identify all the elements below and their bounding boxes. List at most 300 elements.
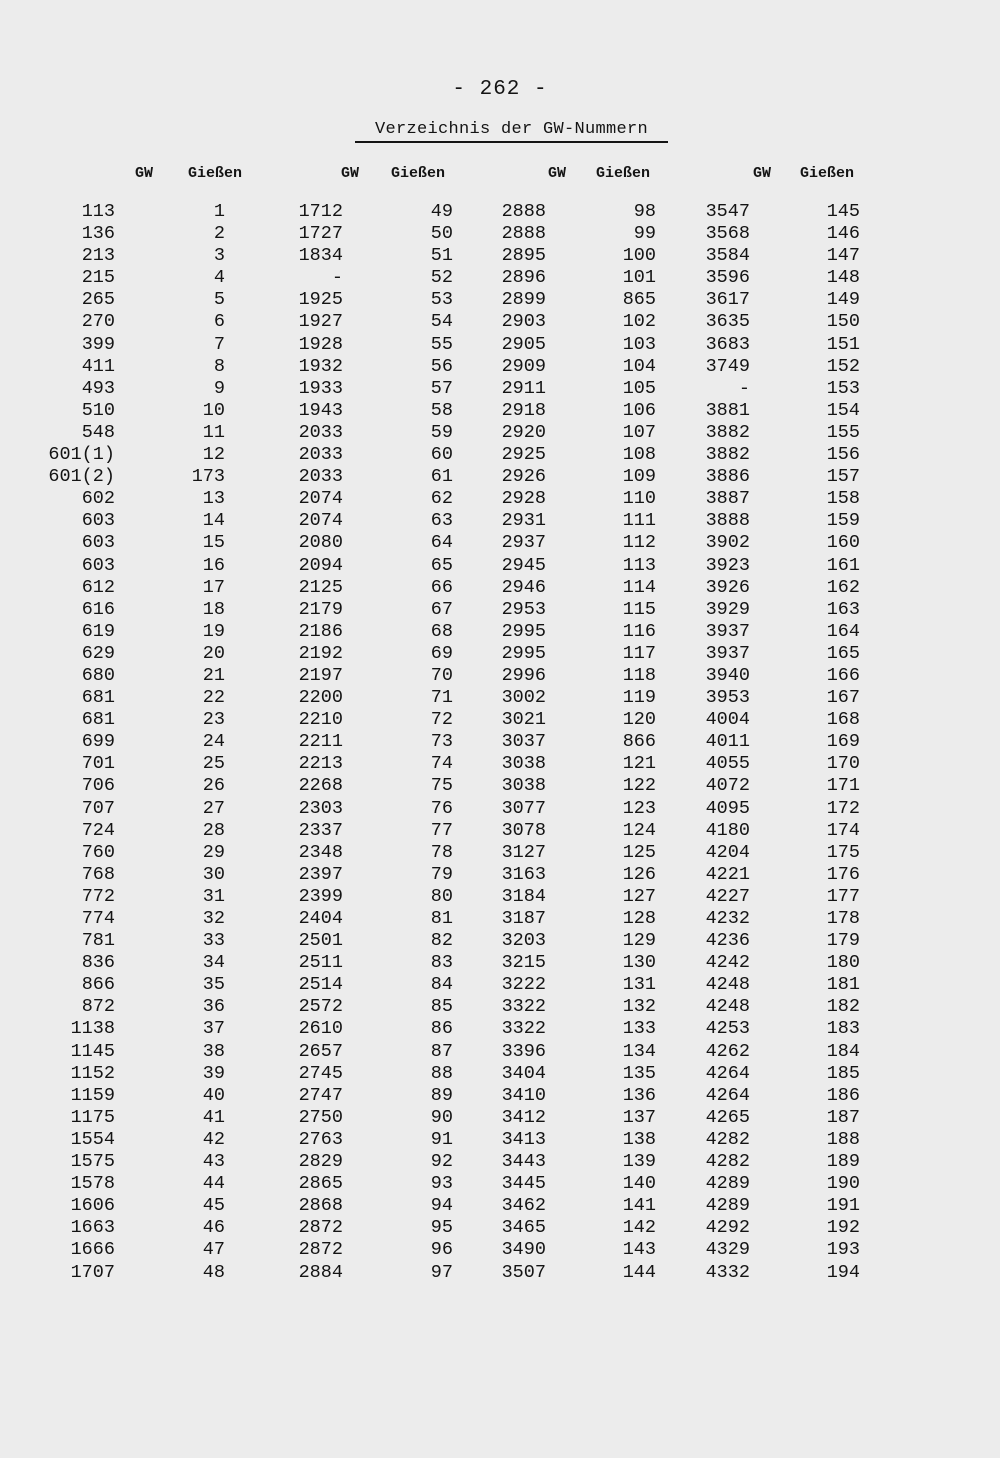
table-row <box>25 245 225 267</box>
table-row <box>660 842 860 864</box>
table-row <box>660 908 860 930</box>
gw-number: 872 <box>81 996 115 1018</box>
gw-number: 2192 <box>298 642 343 664</box>
gw-number: 3882 <box>705 444 750 466</box>
table-row <box>660 555 860 577</box>
table-row <box>660 1262 860 1284</box>
giessen-number: 104 <box>622 355 656 377</box>
table-row <box>25 1217 225 1239</box>
giessen-number: 65 <box>430 554 453 576</box>
giessen-number: 151 <box>826 333 860 355</box>
gw-number: 2750 <box>298 1106 343 1128</box>
table-row <box>253 709 453 731</box>
gw-number: 2200 <box>298 687 343 709</box>
gw-number: 2033 <box>298 444 343 466</box>
table-row <box>456 577 656 599</box>
gw-number: 760 <box>81 841 115 863</box>
table-row <box>660 1085 860 1107</box>
table-row <box>456 1195 656 1217</box>
gw-number: 2905 <box>501 333 546 355</box>
table-row <box>660 532 860 554</box>
table-row <box>456 930 656 952</box>
giessen-number: 9 <box>213 377 225 399</box>
gw-number: 2925 <box>501 444 546 466</box>
giessen-number: 134 <box>622 1040 656 1062</box>
gw-number: 2747 <box>298 1084 343 1106</box>
table-row <box>253 665 453 687</box>
giessen-number: 125 <box>622 841 656 863</box>
gw-number: 3940 <box>705 664 750 686</box>
gw-number: 1943 <box>298 399 343 421</box>
gw-number: 2511 <box>298 952 343 974</box>
giessen-number: 182 <box>826 996 860 1018</box>
table-row <box>660 1107 860 1129</box>
gw-number: 3037 <box>501 731 546 753</box>
giessen-number: 113 <box>622 554 656 576</box>
giessen-number: 31 <box>202 885 225 907</box>
giessen-number: 76 <box>430 797 453 819</box>
gw-number: 2888 <box>501 201 546 222</box>
table-row <box>25 798 225 820</box>
gw-number: 1606 <box>70 1195 115 1217</box>
page-title: Verzeichnis der GW-Nummern <box>355 120 668 143</box>
gw-number: 706 <box>81 775 115 797</box>
giessen-number: 90 <box>430 1106 453 1128</box>
giessen-number: 162 <box>826 576 860 598</box>
gw-number: 3929 <box>705 598 750 620</box>
gw-number: 4248 <box>705 996 750 1018</box>
giessen-number: 62 <box>430 488 453 510</box>
gw-number: 4282 <box>705 1128 750 1150</box>
giessen-number: 64 <box>430 532 453 554</box>
table-row <box>456 1217 656 1239</box>
gw-number: 3404 <box>501 1062 546 1084</box>
gw-number: 2033 <box>298 466 343 488</box>
gw-number: 1138 <box>70 1018 115 1040</box>
table-row <box>660 289 860 311</box>
table-row <box>660 775 860 797</box>
giessen-number: 115 <box>622 598 656 620</box>
row-list <box>253 201 453 1284</box>
giessen-number: 181 <box>826 974 860 996</box>
table-row <box>660 488 860 510</box>
gw-number: 213 <box>81 245 115 267</box>
table-row <box>253 1239 453 1261</box>
giessen-number: 43 <box>202 1151 225 1173</box>
giessen-number: 158 <box>826 488 860 510</box>
table-row <box>456 775 656 797</box>
table-row <box>25 974 225 996</box>
giessen-number: 93 <box>430 1173 453 1195</box>
giessen-number: 146 <box>826 223 860 245</box>
table-row <box>253 1107 453 1129</box>
gw-number: 270 <box>81 311 115 333</box>
column-header <box>253 165 453 189</box>
giessen-number: 79 <box>430 863 453 885</box>
giessen-number: 78 <box>430 841 453 863</box>
giessen-number: 102 <box>622 311 656 333</box>
column-group-2 <box>253 165 453 1284</box>
gw-number: 4227 <box>705 885 750 907</box>
table-row <box>253 731 453 753</box>
table-row <box>25 930 225 952</box>
table-row <box>660 400 860 422</box>
table-row <box>25 842 225 864</box>
table-row <box>456 908 656 930</box>
giessen-number: 23 <box>202 709 225 731</box>
table-row <box>25 952 225 974</box>
giessen-number: 44 <box>202 1173 225 1195</box>
table-row <box>25 466 225 488</box>
gw-number: 2829 <box>298 1151 343 1173</box>
giessen-number: 53 <box>430 289 453 311</box>
column-header <box>660 165 860 189</box>
giessen-number: 176 <box>826 863 860 885</box>
gw-number: 3078 <box>501 819 546 841</box>
gw-number: 2868 <box>298 1195 343 1217</box>
gw-number: 3937 <box>705 642 750 664</box>
gw-number: 2895 <box>501 245 546 267</box>
gw-number: 399 <box>81 333 115 355</box>
gw-number: 724 <box>81 819 115 841</box>
table-row <box>25 1085 225 1107</box>
gw-number: 603 <box>81 554 115 576</box>
gw-number: 680 <box>81 664 115 686</box>
table-row <box>456 1041 656 1063</box>
giessen-number: 124 <box>622 819 656 841</box>
table-row <box>660 1173 860 1195</box>
gw-number: 2501 <box>298 930 343 952</box>
table-row <box>660 1151 860 1173</box>
giessen-number: 101 <box>622 267 656 289</box>
table-row <box>253 952 453 974</box>
gw-number: 2931 <box>501 510 546 532</box>
table-row <box>253 510 453 532</box>
table-row <box>253 908 453 930</box>
row-list <box>456 201 656 1284</box>
giessen-number: 69 <box>430 642 453 664</box>
gw-number: 707 <box>81 797 115 819</box>
table-row <box>25 643 225 665</box>
gw-number: 1834 <box>298 245 343 267</box>
table-row <box>456 621 656 643</box>
gw-number: 3547 <box>705 201 750 222</box>
table-row <box>660 621 860 643</box>
giessen-number: 178 <box>826 908 860 929</box>
table-row <box>660 886 860 908</box>
table-row <box>456 952 656 974</box>
table-row <box>456 1239 656 1261</box>
giessen-number: 180 <box>826 952 860 974</box>
giessen-number: 121 <box>622 753 656 775</box>
gw-number: 4072 <box>705 775 750 797</box>
giessen-number: 67 <box>430 598 453 620</box>
giessen-number: 136 <box>622 1084 656 1106</box>
giessen-number: 97 <box>430 1261 453 1283</box>
giessen-number: 183 <box>826 1018 860 1040</box>
table-row <box>25 223 225 245</box>
table-row <box>253 400 453 422</box>
gw-number: 681 <box>81 687 115 709</box>
gw-number: 3953 <box>705 687 750 709</box>
gw-number: 2918 <box>501 399 546 421</box>
giessen-number: 117 <box>622 642 656 664</box>
giessen-number: 107 <box>622 421 656 443</box>
giessen-number: 39 <box>202 1062 225 1084</box>
giessen-number: 26 <box>202 775 225 797</box>
gw-number: 3021 <box>501 709 546 731</box>
gw-number: 1175 <box>70 1106 115 1128</box>
table-row <box>253 643 453 665</box>
table-row <box>456 532 656 554</box>
giessen-number: 16 <box>202 554 225 576</box>
giessen-number: 57 <box>430 377 453 399</box>
gw-number: 4329 <box>705 1239 750 1261</box>
table-row <box>660 731 860 753</box>
giessen-number: 48 <box>202 1261 225 1283</box>
table-row <box>660 334 860 356</box>
gw-number: 1159 <box>70 1084 115 1106</box>
gw-number: 3443 <box>501 1151 546 1173</box>
table-row <box>25 908 225 930</box>
gw-number: 2348 <box>298 841 343 863</box>
gw-number: 2888 <box>501 223 546 245</box>
gw-number: 4253 <box>705 1018 750 1040</box>
giessen-number: 15 <box>202 532 225 554</box>
gw-number: 602 <box>81 488 115 510</box>
gw-number: 1707 <box>70 1261 115 1283</box>
giessen-number: 89 <box>430 1084 453 1106</box>
gw-number: 1575 <box>70 1151 115 1173</box>
gw-number: 616 <box>81 598 115 620</box>
gw-number: 1928 <box>298 333 343 355</box>
gw-number: 603 <box>81 532 115 554</box>
table-row <box>25 444 225 466</box>
table-row <box>456 1151 656 1173</box>
giessen-number: 159 <box>826 510 860 532</box>
header-giessen: Gießen <box>596 165 651 182</box>
gw-number: 4265 <box>705 1106 750 1128</box>
gw-number: 4262 <box>705 1040 750 1062</box>
giessen-number: 45 <box>202 1195 225 1217</box>
giessen-number: 177 <box>826 885 860 907</box>
table-row <box>25 378 225 400</box>
gw-number: 2911 <box>501 377 546 399</box>
giessen-number: 167 <box>826 687 860 709</box>
table-row <box>253 1041 453 1063</box>
table-row <box>25 665 225 687</box>
giessen-number: 38 <box>202 1040 225 1062</box>
gw-number: 3926 <box>705 576 750 598</box>
table-row <box>660 864 860 886</box>
giessen-number: 19 <box>202 620 225 642</box>
giessen-number: 169 <box>826 731 860 753</box>
table-row <box>660 356 860 378</box>
giessen-number: 105 <box>622 377 656 399</box>
gw-number: 3445 <box>501 1173 546 1195</box>
gw-number: 3490 <box>501 1239 546 1261</box>
table-row <box>253 974 453 996</box>
gw-number: 4282 <box>705 1151 750 1173</box>
column-group-4 <box>660 165 860 1284</box>
giessen-number: 70 <box>430 664 453 686</box>
table-row <box>456 886 656 908</box>
gw-number: 4289 <box>705 1195 750 1217</box>
gw-number: 1145 <box>70 1040 115 1062</box>
row-list <box>25 201 225 1284</box>
table-row <box>456 267 656 289</box>
giessen-number: 24 <box>202 731 225 753</box>
table-row <box>253 753 453 775</box>
giessen-number: 186 <box>826 1084 860 1106</box>
table-row <box>456 289 656 311</box>
gw-number: 699 <box>81 731 115 753</box>
table-row <box>660 1195 860 1217</box>
table-row <box>456 1063 656 1085</box>
gw-number: 2074 <box>298 510 343 532</box>
header-gw: GW <box>548 165 567 182</box>
table-row <box>456 798 656 820</box>
giessen-number: 47 <box>202 1239 225 1261</box>
table-row <box>456 1173 656 1195</box>
giessen-number: 5 <box>213 289 225 311</box>
giessen-number: 87 <box>430 1040 453 1062</box>
table-row <box>25 731 225 753</box>
giessen-number: 75 <box>430 775 453 797</box>
giessen-number: 140 <box>622 1173 656 1195</box>
gw-number: 4264 <box>705 1062 750 1084</box>
giessen-number: 188 <box>826 1128 860 1150</box>
gw-number: - <box>738 377 750 399</box>
gw-number: 4232 <box>705 908 750 929</box>
giessen-number: 13 <box>202 488 225 510</box>
gw-number: 866 <box>81 974 115 996</box>
giessen-number: 96 <box>430 1239 453 1261</box>
giessen-number: 110 <box>622 488 656 510</box>
table-row <box>253 820 453 842</box>
giessen-number: 130 <box>622 952 656 974</box>
giessen-number: 154 <box>826 399 860 421</box>
gw-number: 603 <box>81 510 115 532</box>
table-row <box>456 400 656 422</box>
table-row <box>456 223 656 245</box>
gw-number: 3215 <box>501 952 546 974</box>
gw-number: 2397 <box>298 863 343 885</box>
table-row <box>25 267 225 289</box>
table-row <box>25 532 225 554</box>
giessen-number: 190 <box>826 1173 860 1195</box>
gw-number: 4289 <box>705 1173 750 1195</box>
gw-number: 3749 <box>705 355 750 377</box>
table-row <box>660 1239 860 1261</box>
table-row <box>660 974 860 996</box>
giessen-number: 112 <box>622 532 656 554</box>
table-row <box>25 996 225 1018</box>
giessen-number: 165 <box>826 642 860 664</box>
table-row <box>253 798 453 820</box>
giessen-number: 52 <box>430 267 453 289</box>
table-row <box>660 267 860 289</box>
table-row <box>660 1041 860 1063</box>
gw-number: 836 <box>81 952 115 974</box>
table-row <box>660 798 860 820</box>
table-row <box>253 466 453 488</box>
gw-number: 2937 <box>501 532 546 554</box>
giessen-number: 50 <box>430 223 453 245</box>
table-row <box>456 378 656 400</box>
table-row <box>456 864 656 886</box>
gw-number: 2125 <box>298 576 343 598</box>
giessen-number: 187 <box>826 1106 860 1128</box>
table-row <box>456 510 656 532</box>
gw-number: 3888 <box>705 510 750 532</box>
table-row <box>25 1173 225 1195</box>
header-gw: GW <box>135 165 154 182</box>
giessen-number: 143 <box>622 1239 656 1261</box>
gw-number: 510 <box>81 399 115 421</box>
giessen-number: 133 <box>622 1018 656 1040</box>
gw-number: 3413 <box>501 1128 546 1150</box>
gw-number: 136 <box>81 223 115 245</box>
gw-number: 619 <box>81 620 115 642</box>
table-row <box>253 223 453 245</box>
giessen-number: 28 <box>202 819 225 841</box>
gw-number: 1554 <box>70 1128 115 1150</box>
table-row <box>253 1063 453 1085</box>
column-header <box>456 165 656 189</box>
gw-number: 4264 <box>705 1084 750 1106</box>
table-row <box>253 422 453 444</box>
giessen-number: 77 <box>430 819 453 841</box>
column-header <box>25 165 243 189</box>
gw-number: 601(1) <box>48 444 115 466</box>
table-row <box>253 311 453 333</box>
giessen-number: 10 <box>202 399 225 421</box>
table-row <box>253 1173 453 1195</box>
giessen-number: 92 <box>430 1151 453 1173</box>
page-number: - 262 - <box>452 78 548 101</box>
giessen-number: 6 <box>213 311 225 333</box>
gw-number: 2945 <box>501 554 546 576</box>
header-giessen: Gießen <box>800 165 855 182</box>
table-row <box>456 1018 656 1040</box>
gw-number: 4055 <box>705 753 750 775</box>
gw-number: 2197 <box>298 664 343 686</box>
table-row <box>660 311 860 333</box>
giessen-number: 166 <box>826 664 860 686</box>
table-row <box>253 621 453 643</box>
gw-number: 4204 <box>705 841 750 863</box>
gw-number: 4292 <box>705 1217 750 1239</box>
gw-number: 3322 <box>501 1018 546 1040</box>
gw-number: 3882 <box>705 421 750 443</box>
giessen-number: 138 <box>622 1128 656 1150</box>
gw-number: 774 <box>81 908 115 929</box>
gw-number: - <box>331 267 343 289</box>
gw-number: 2514 <box>298 974 343 996</box>
table-row <box>25 422 225 444</box>
giessen-number: 17 <box>202 576 225 598</box>
giessen-number: 12 <box>202 444 225 466</box>
table-row <box>253 334 453 356</box>
table-row <box>25 400 225 422</box>
gw-number: 4095 <box>705 797 750 819</box>
giessen-number: 123 <box>622 797 656 819</box>
giessen-number: 56 <box>430 355 453 377</box>
gw-number: 4180 <box>705 819 750 841</box>
row-list <box>660 201 860 1284</box>
gw-number: 2186 <box>298 620 343 642</box>
